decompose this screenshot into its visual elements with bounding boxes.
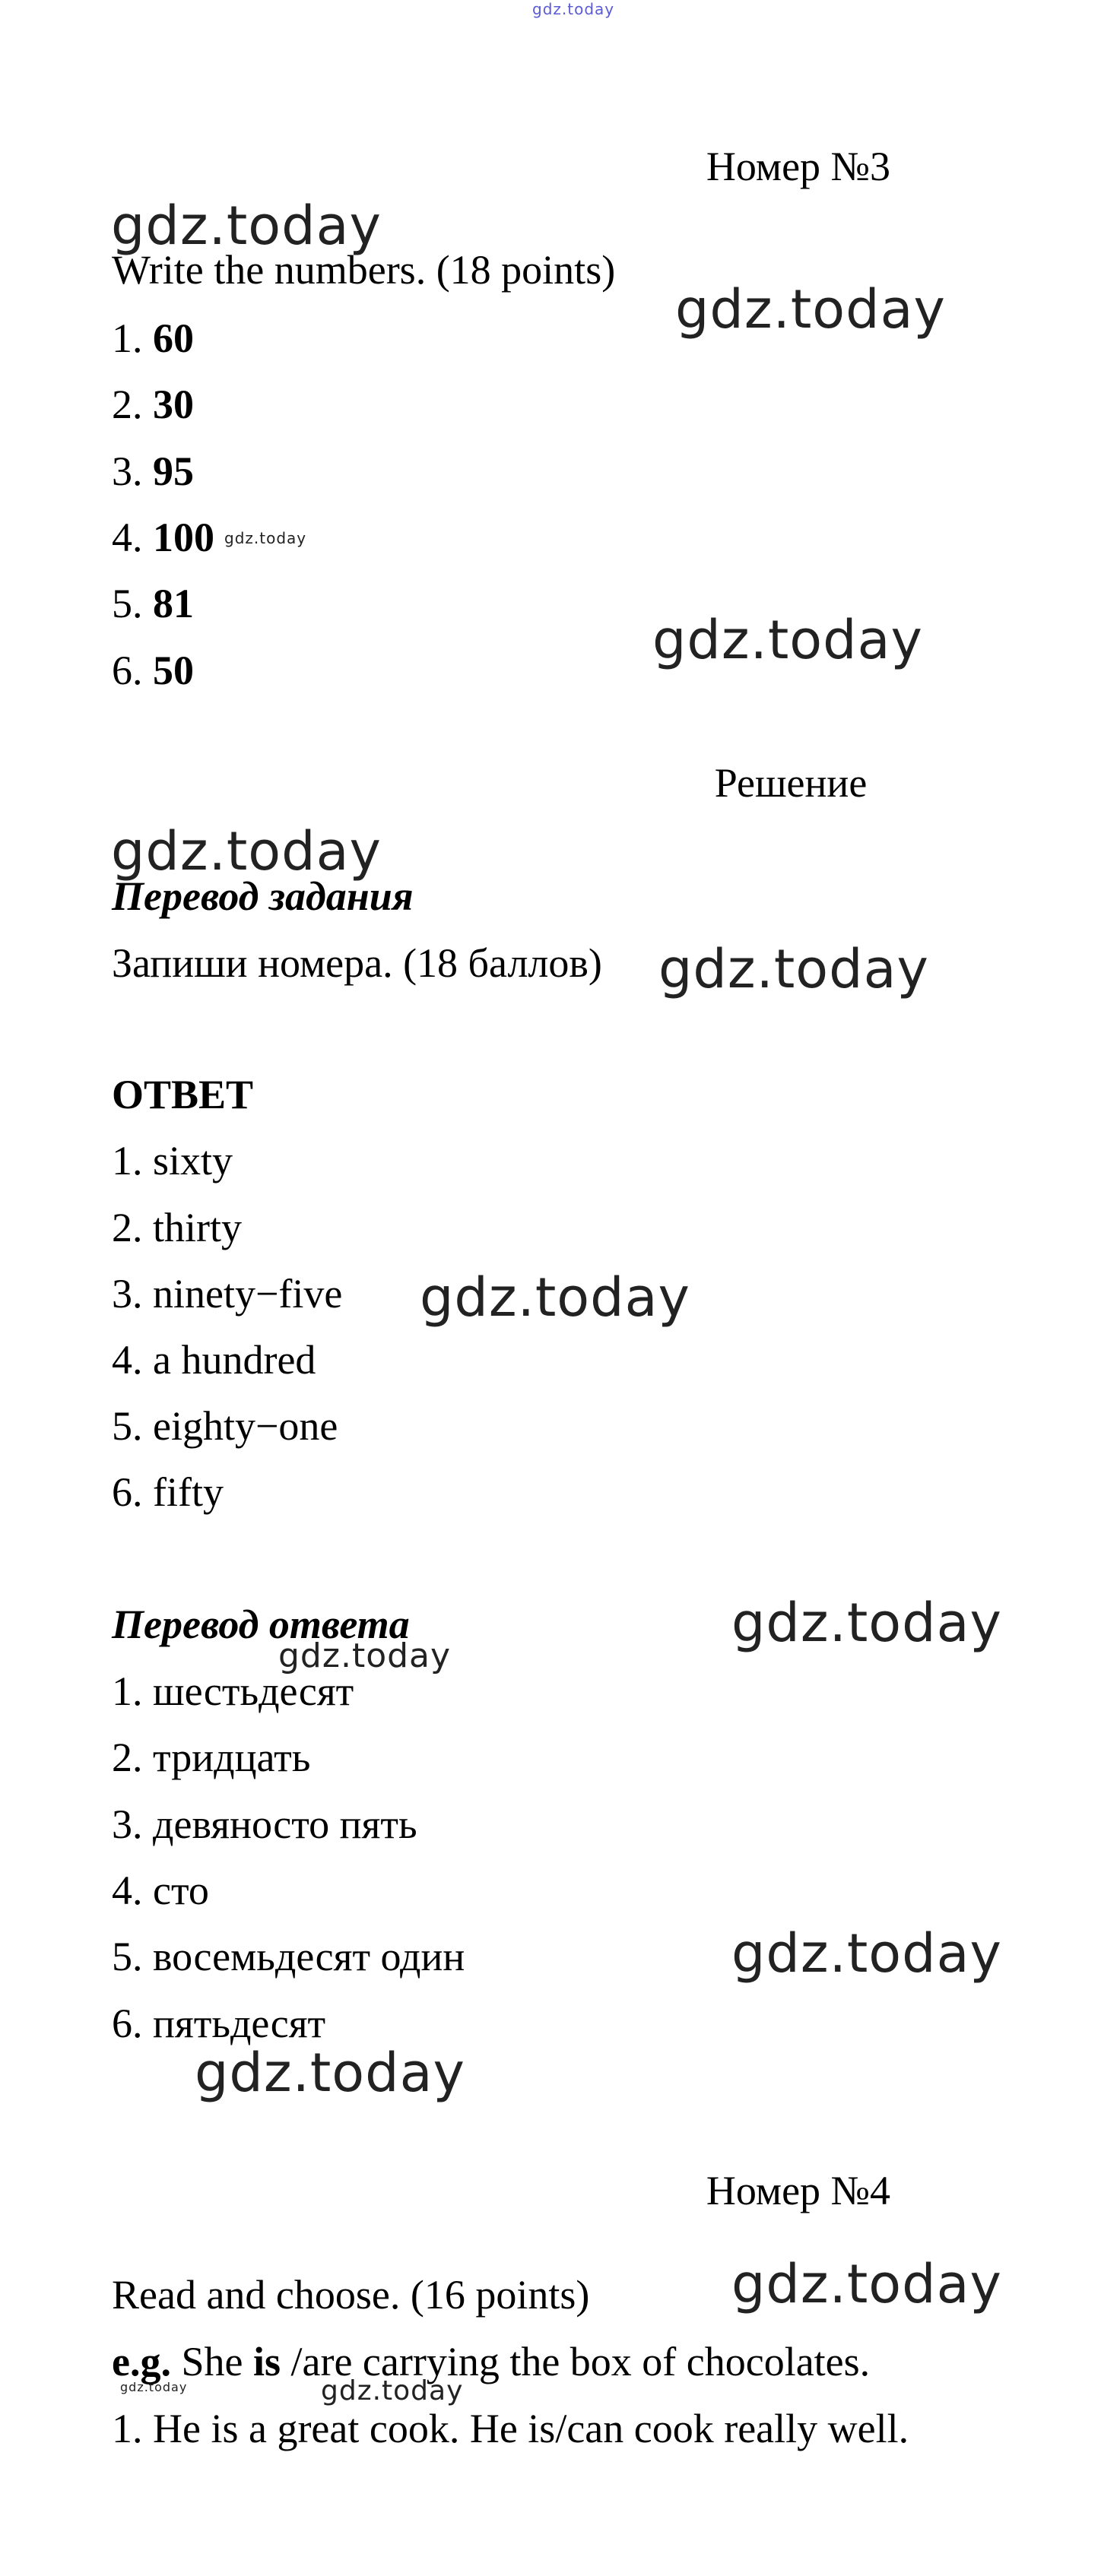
answer-translation-item: 2. тридцать: [112, 1735, 311, 1780]
answer-item: 3. ninety−five: [112, 1271, 343, 1317]
watermark: gdz.today: [652, 609, 923, 671]
answer-heading: ОТВЕТ: [112, 1072, 254, 1117]
watermark: gdz.today: [321, 2375, 464, 2406]
task3-item: 6. 50: [112, 648, 194, 693]
task4-item: 1. He is a great cook. He is/can cook really well.: [112, 2406, 909, 2451]
watermark: gdz.today: [675, 278, 946, 341]
watermark: gdz.today: [224, 529, 307, 547]
answer-translation-item: 3. девяносто пять: [112, 1801, 417, 1847]
watermark: gdz.today: [278, 1637, 452, 1675]
watermark: gdz.today: [658, 938, 929, 1000]
translation-text: Запиши номера. (18 баллов): [112, 940, 602, 986]
task3-item: 1. 60: [112, 315, 194, 361]
answer-translation-heading: Перевод ответа: [112, 1602, 410, 1647]
watermark: gdz.today: [120, 2380, 188, 2394]
answer-item: 4. a hundred: [112, 1337, 316, 1383]
watermark: gdz.today: [731, 1922, 1002, 1985]
watermark-top: gdz.today: [532, 0, 615, 18]
answer-translation-item: 4. сто: [112, 1868, 209, 1913]
task3-header: Номер №3: [706, 144, 891, 189]
watermark: gdz.today: [111, 195, 382, 257]
answer-translation-item: 1. шестьдесят: [112, 1668, 354, 1714]
task4-instruction: Read and choose. (16 points): [112, 2272, 590, 2318]
answer-translation-item: 6. пятьдесят: [112, 2001, 326, 2046]
watermark: gdz.today: [420, 1266, 690, 1329]
translation-heading: Перевод задания: [112, 873, 414, 919]
task3-instruction: Write the numbers. (18 points): [112, 247, 616, 293]
task3-item: 5. 81: [112, 581, 194, 626]
answer-translation-item: 5. восемьдесят один: [112, 1934, 465, 1979]
watermark: gdz.today: [195, 2042, 465, 2104]
watermark: gdz.today: [731, 1592, 1002, 1654]
task4-example: e.g. She is /are carrying the box of chocolates.: [112, 2339, 871, 2384]
watermark: gdz.today: [731, 2253, 1002, 2315]
answer-item: 2. thirty: [112, 1205, 242, 1250]
solution-heading: Решение: [714, 760, 868, 806]
watermark: gdz.today: [111, 820, 382, 882]
task3-item: 3. 95: [112, 448, 194, 494]
task3-item: 2. 30: [112, 382, 194, 427]
answer-item: 6. fifty: [112, 1469, 224, 1515]
task3-item: 4. 100: [112, 515, 214, 560]
task4-header: Номер №4: [706, 2168, 891, 2213]
answer-item: 1. sixty: [112, 1138, 233, 1183]
answer-item: 5. eighty−one: [112, 1403, 338, 1449]
